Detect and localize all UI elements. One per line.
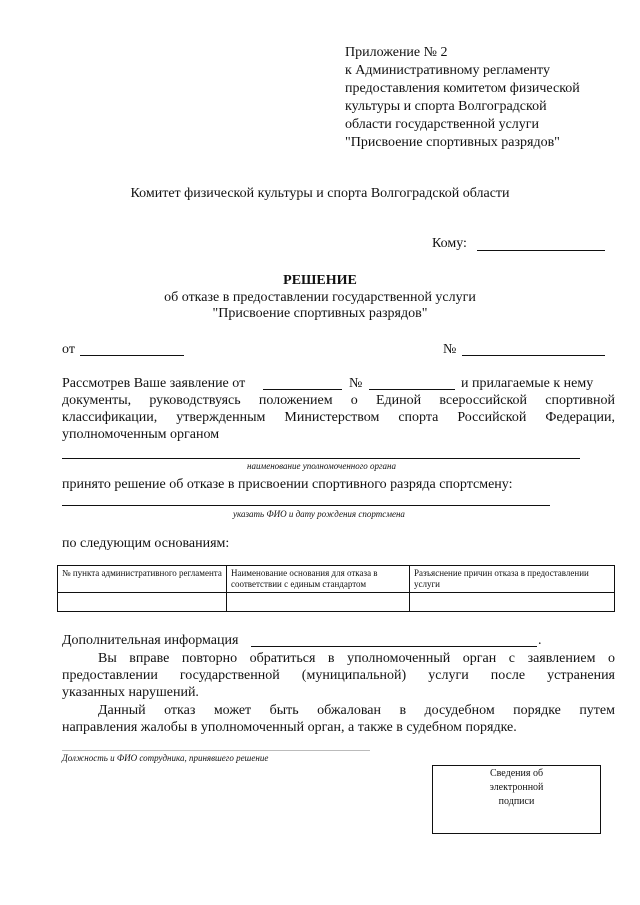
signature-box-line: электронной [489, 782, 544, 793]
appeal-text: Вы вправе повторно обратиться в уполномоченный орган с заявлением о [98, 651, 615, 666]
body-text: документы, руководствуясь положением о Единой всероссийской спортивной [62, 393, 615, 408]
signature-box-line: Сведения об [489, 768, 544, 779]
table-header-row [58, 566, 615, 593]
date-field[interactable] [80, 355, 184, 356]
table-header-cell: Разъяснение причин отказа в предоставлении услуги [410, 566, 615, 593]
decision-text: принято решение об отказе в присвоении спортивного разряда спортсмену: [62, 477, 513, 492]
signature-line[interactable] [62, 750, 370, 751]
authority-caption: наименование уполномоченного органа [247, 461, 397, 471]
annex-header [345, 44, 635, 152]
number-field[interactable] [462, 355, 605, 356]
appeal-text: предоставлении государственной (муниципальной) услуги после устранения [62, 668, 615, 683]
signature-caption: Должность и ФИО сотрудника, принявшего решение [62, 753, 269, 763]
annex-line: "Присвоение спортивных разрядов" [345, 135, 560, 150]
body-text: № [349, 376, 363, 391]
date-label: от [62, 342, 75, 357]
annex-line: к Административному регламенту [345, 63, 550, 78]
signature-box-line: подписи [498, 796, 535, 807]
body-text: уполномоченным органом [62, 427, 220, 442]
appeal-text: направления жалобы в уполномоченный орган, а также в судебном порядке. [62, 720, 517, 735]
appeal-text: Данный отказ может быть обжалован в досудебном порядке путем [98, 703, 615, 718]
body-text: и прилагаемые к нему [461, 376, 594, 391]
table-cell[interactable] [410, 593, 615, 612]
annex-line: области государственной услуги [345, 117, 540, 132]
athlete-field[interactable] [62, 505, 550, 506]
grounds-label: по следующим основаниям: [62, 536, 230, 551]
grounds-table [57, 565, 615, 612]
document-title: РЕШЕНИЕ [283, 273, 357, 288]
body-text: классификации, утвержденным Министерством спорта Российской Федерации, [62, 410, 615, 425]
recipient-label: Кому: [432, 236, 467, 251]
document-subtitle: об отказе в предоставлении государственной услуги [164, 290, 476, 305]
table-row [58, 593, 615, 612]
appeal-text: указанных нарушений. [62, 685, 199, 700]
body-text: Рассмотрев Ваше заявление от [62, 376, 246, 391]
table-cell[interactable] [58, 593, 227, 612]
athlete-caption: указать ФИО и дату рождения спортсмена [233, 509, 405, 519]
table-header-cell: Наименование основания для отказа в соответствии с единым стандартом [227, 566, 410, 593]
service-name: "Присвоение спортивных разрядов" [212, 306, 428, 321]
period: . [538, 633, 542, 648]
table-cell[interactable] [227, 593, 410, 612]
electronic-signature-box [432, 765, 601, 834]
additional-info-field[interactable] [251, 646, 537, 647]
table-header-cell: № пункта административного регламента [58, 566, 227, 593]
annex-line: культуры и спорта Волгоградской [345, 99, 547, 114]
application-number-field[interactable] [369, 389, 455, 390]
committee-name: Комитет физической культуры и спорта Волгоградской области [130, 186, 510, 201]
number-label: № [443, 342, 457, 357]
recipient-field[interactable] [477, 250, 605, 251]
annex-line: Приложение № 2 [345, 45, 448, 60]
annex-line: предоставления комитетом физической [345, 81, 580, 96]
authority-field[interactable] [62, 458, 580, 459]
additional-info-label: Дополнительная информация [62, 633, 239, 648]
application-date-field[interactable] [263, 389, 342, 390]
